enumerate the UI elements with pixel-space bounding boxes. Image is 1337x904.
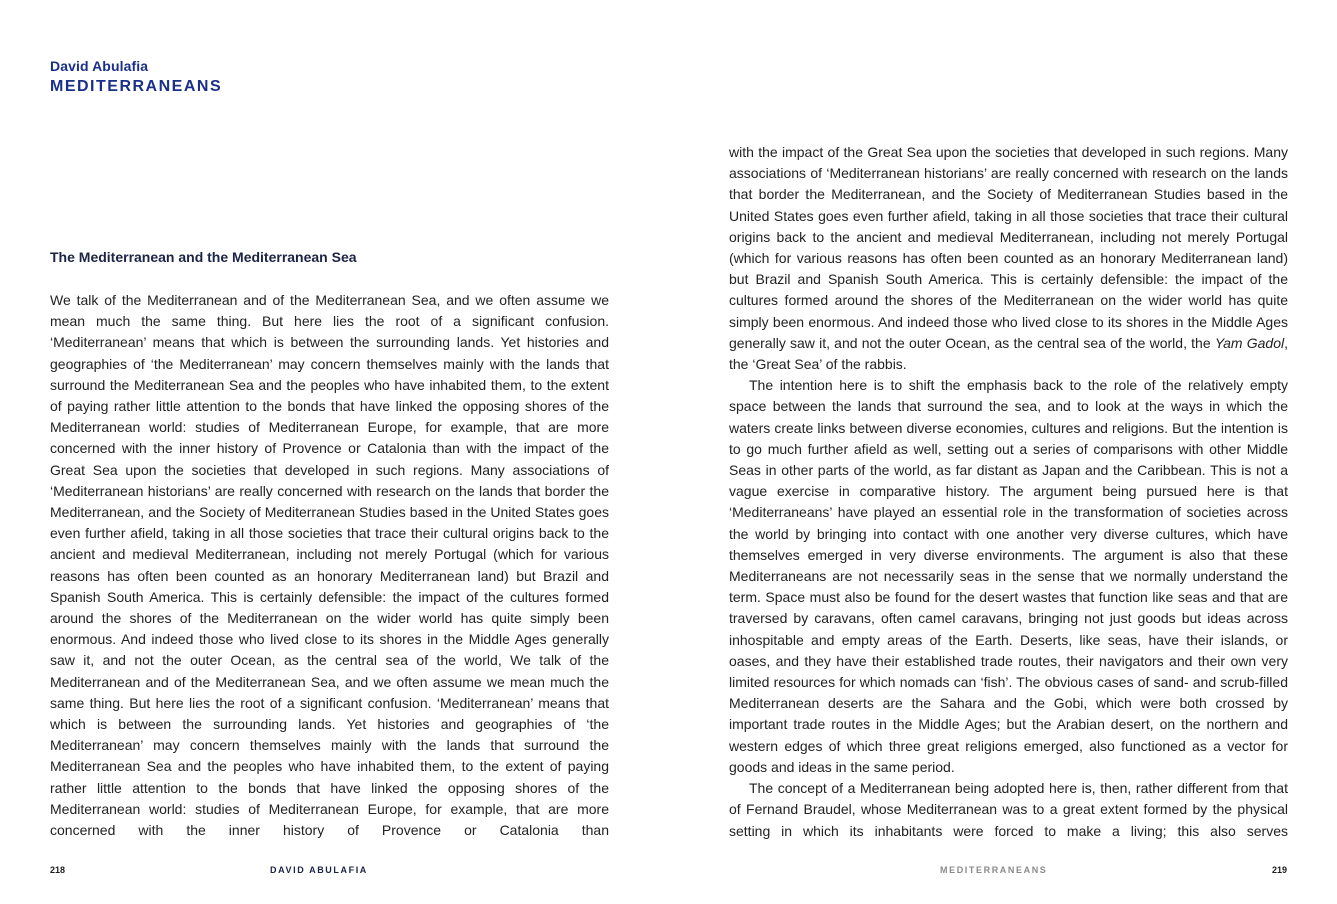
- p1-text-start: with the impact of the Great Sea upon the societies that developed in such regions. Many associations of ‘Mediterranean historians’ are really concerned with research on the lands that border the Mediterranean, and the Society of Mediterranean Studies based in the United States goes even further afield, taking in all those societies that trace their cultural origins back to the ancient and medieval Mediterranean, including not merely Portugal (which for various reasons has often been counted as an honorary Mediterranean land) but Brazil and Spanish South America. This is certainly defensible: the impact of the cultures formed around the shores of the Mediterranean on the wider world has quite simply been enormous. And indeed those who lived close to its shores in the Middle Ages generally saw it, and not the outer Ocean, as the central sea of the world, the: [729, 144, 1288, 351]
- page-number-right: 219: [1272, 865, 1288, 875]
- p1-italic-term: Yam Gadol: [1214, 334, 1285, 351]
- right-body-text: [729, 142, 1288, 842]
- left-body-text: [50, 290, 609, 841]
- right-page: [668, 0, 1337, 904]
- running-head-right: MEDITERRANEANS: [940, 865, 1048, 875]
- author-name: David Abulafia: [50, 58, 149, 74]
- book-title: MEDITERRANEANS: [50, 78, 223, 95]
- page-number-left: 218: [50, 865, 66, 875]
- right-paragraph-1: [729, 142, 1288, 375]
- running-head-left: DAVID ABULAFIA: [270, 865, 368, 875]
- left-page: [0, 0, 668, 904]
- right-paragraph-3: The concept of a Mediterranean being adopted here is, then, rather different from that of Fernand Braudel, whose Mediterranean was to a great extent formed by the physical setting in which its inhabitants were forced to make a living; this also serves: [729, 780, 1288, 839]
- right-paragraph-2: The intention here is to shift the emphasis back to the role of the relatively empty space between the lands that surround the sea, and to look at the ways in which the waters create links between diverse economies, cultures and religions. But the intention is to go much further afield as well, setting out a series of comparisons with other Middle Seas in other parts of the world, as far distant as Japan and the Caribbean. This is not a vague exercise in comparative history. The argument being pursued here is that ‘Mediterraneans’ have played an essential role in the transformation of societies across the world by bringing into contact with one another very diverse cultures, which have themselves emerged in very diverse environments. The argument is also that these Mediterraneans are not necessarily seas in the sense that we normally understand the term. Space must also be found for the desert wastes that function like seas and that are traversed by caravans, often camel caravans, bringing not just goods but ideas across inhospitable and empty areas of the Earth. Deserts, like seas, have their islands, or oases, and they have their established trade routes, their navigators and their own very limited resources for which nomads can ‘fish’. The obvious cases of sand- and scrub-filled Mediterranean deserts are the Sahara and the Gobi, which were both crossed by important trade routes in the Middle Ages; but the Arabian desert, on the northern and western edges of which three great religions emerged, also functioned as a vector for goods and ideas in the same period.: [729, 377, 1288, 775]
- p1-text-end: , the ‘Great Sea’ of the rabbis.: [729, 334, 1289, 373]
- section-heading: The Mediterranean and the Mediterranean Sea: [50, 249, 357, 265]
- left-paragraph: We talk of the Mediterranean and of the Mediterranean Sea, and we often assume we mean much the same thing. But here lies the root of a significant confusion. ‘Mediterranean’ means that which is between the surrounding lands. Yet histories and geographies of ‘the Mediterranean’ may concern themselves mainly with the lands that surround the Mediterranean Sea and the peoples who have inhabited them, to the extent of paying rather little attention to the bonds that have linked the opposing shores of the Mediterranean world: studies of Mediterranean Europe, for example, that are more concerned with the inner history of Provence or Catalonia than with the impact of the Great Sea upon the societies that developed in such regions. Many associations of ‘Mediterranean historians’ are really concerned with research on the lands that border the Mediterranean, and the Society of Mediterranean Studies based in the United States goes even further afield, taking in all those societies that trace their cultural origins back to the ancient and medieval Mediterranean, including not merely Portugal (which for various reasons has often been counted as an honorary Mediterranean land) but Brazil and Spanish South America. This is certainly defensible: the impact of the cultures formed around the shores of the Mediterranean on the wider world has quite simply been enormous. And indeed those who lived close to its shores in the Middle Ages generally saw it, and not the outer Ocean, as the central sea of the world, We talk of the Mediterranean and of the Mediterranean Sea, and we often assume we mean much the same thing. But here lies the root of a significant confusion. ‘Mediterranean’ means that which is between the surrounding lands. Yet histories and geographies of ‘the Mediterranean’ may concern themselves mainly with the lands that surround the Mediterranean Sea and the peoples who have inhabited them, to the extent of paying rather little attention to the bonds that have linked the opposing shores of the Mediterranean world: studies of Mediterranean Europe, for example, that are more concerned with the inner history of Provence or Catalonia than: [50, 292, 609, 839]
